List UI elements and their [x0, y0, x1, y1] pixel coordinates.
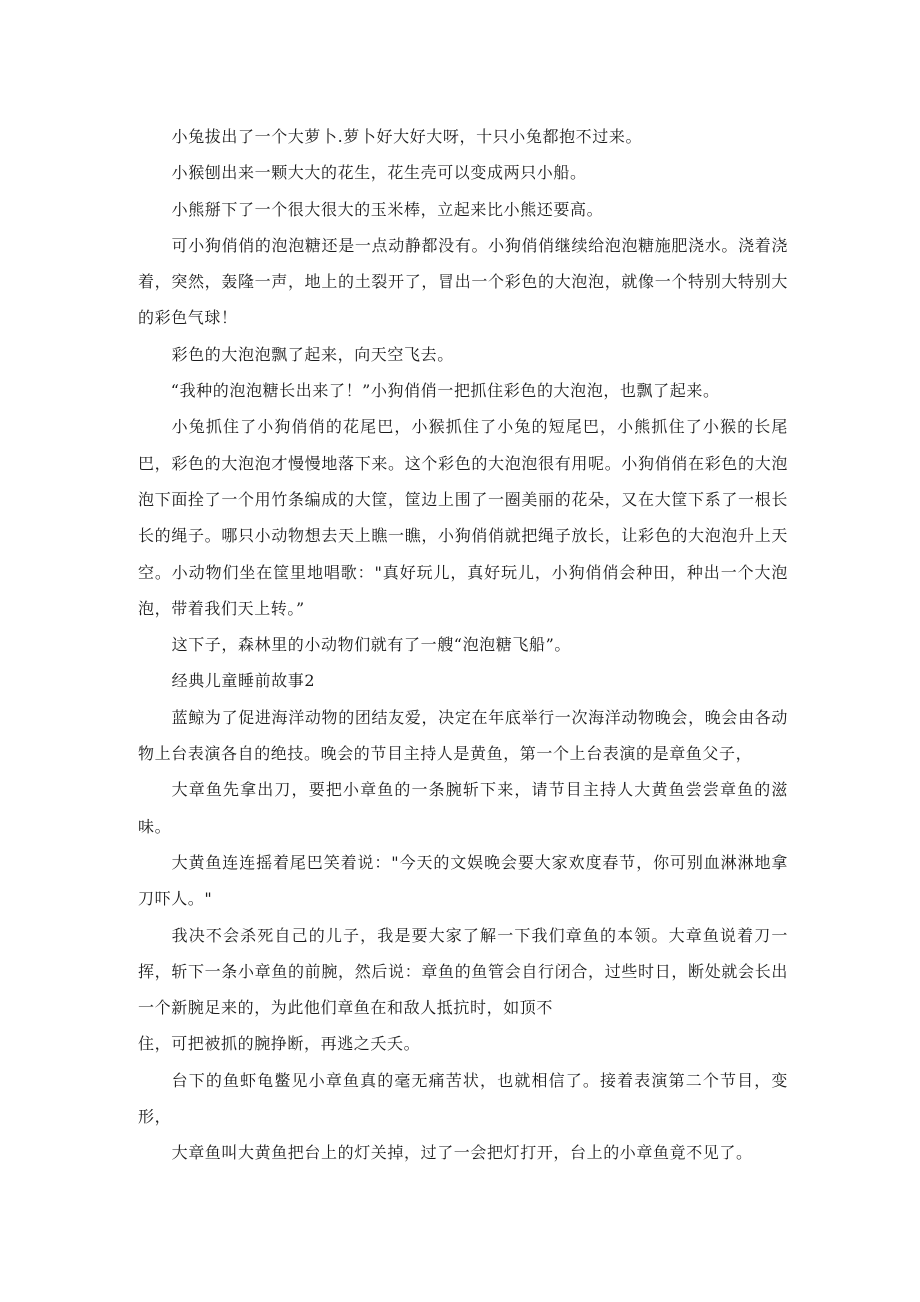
paragraph-bear-corn: 小熊掰下了一个很大很大的玉米棒，立起来比小熊还要高。 [171, 199, 604, 219]
paragraph-audience-believes: 台下的鱼虾龟鳖见小章鱼真的毫无痛苦状，也就相信了。接着表演第二个节目，变形， [138, 1070, 788, 1127]
paragraph-lights-off: 大章鱼叫大黄鱼把台上的灯关掉，过了一会把灯打开，台上的小章鱼竟不见了。 [171, 1143, 753, 1163]
paragraph-monkey-peanut: 小猴刨出来一颗大大的花生，花生壳可以变成两只小船。 [171, 163, 587, 183]
paragraph-bubble-quote: “我种的泡泡糖长出来了！”小狗俏俏一把抓住彩色的大泡泡，也飘了起来。 [170, 381, 720, 401]
paragraph-octopus-escape: 住，可把被抓的腕挣断，再逃之夭夭。 [138, 1034, 421, 1054]
paragraph-octopus-explains: 我决不会杀死自己的儿子，我是要大家了解一下我们章鱼的本领。大章鱼说着刀一挥，斩下一条小章鱼的前腕，然后说：章鱼的鱼管会自行闭合，过些时日，断处就会长出一个新腕足来的，为此他们章鱼在和敌人抵抗时，如顶不 [138, 925, 788, 1018]
story-heading-2: 经典儿童睡前故事2 [171, 671, 316, 691]
paragraph-bubble-gum-grows: 可小狗俏俏的泡泡糖还是一点动静都没有。小狗俏俏继续给泡泡糖施肥浇水。浇着浇着，突然，轰隆一声，地上的土裂开了，冒出一个彩色的大泡泡，就像一个特别大特别大的彩色气球！ [138, 235, 788, 328]
paragraph-bubble-floats: 彩色的大泡泡飘了起来，向天空飞去。 [171, 344, 454, 364]
paragraph-bubble-airship: 这下子，森林里的小动物们就有了一艘“泡泡糖飞船”。 [171, 635, 571, 655]
paragraph-yellowfish-reply: 大黄鱼连连摇着尾巴笑着说："今天的文娱晚会要大家欢度春节，你可别血淋淋地拿刀吓人。" [138, 852, 788, 909]
paragraph-whale-party: 蓝鲸为了促进海洋动物的团结友爱，决定在年底举行一次海洋动物晚会，晚会由各动物上台表演各自的绝技。晚会的节目主持人是黄鱼，第一个上台表演的是章鱼父子， [138, 707, 788, 764]
document-body [138, 119, 788, 1172]
paragraph-rabbit-radish: 小兔拔出了一个大萝卜.萝卜好大好大呀，十只小兔都抱不过来。 [171, 127, 643, 146]
paragraph-animals-ride: 小兔抓住了小狗俏俏的花尾巴，小猴抓住了小兔的短尾巴，小熊抓住了小猴的长尾巴，彩色的大泡泡才慢慢地落下来。这个彩色的大泡泡很有用呢。小狗俏俏在彩色的大泡泡下面拴了一个用竹条编成的大筐，筐边上围了一圈美丽的花朵，又在大筐下系了一根长长的绳子。哪只小动物想去天上瞧一瞧，小狗俏俏就把绳子放长，让彩色的大泡泡升上天空。小动物们坐在筐里地唱歌："真好玩儿，真好玩儿，小狗俏俏会种田，种出一个大泡泡，带着我们天上转。” [138, 417, 788, 618]
paragraph-octopus-knife: 大章鱼先拿出刀，要把小章鱼的一条腕斩下来，请节目主持人大黄鱼尝尝章鱼的滋味。 [138, 780, 788, 836]
